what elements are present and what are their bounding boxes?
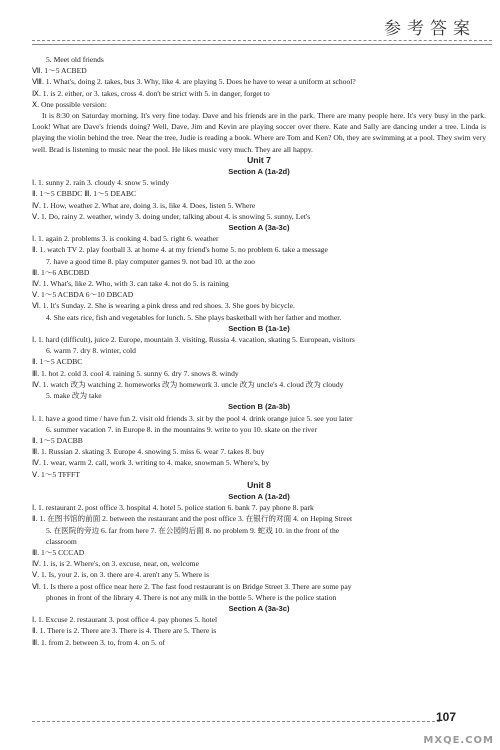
section-heading: Unit 7 — [247, 154, 271, 165]
footer-divider — [32, 721, 440, 722]
answer-line: Ⅱ. 1～5 DACBB — [32, 435, 83, 445]
answer-line: 5. Meet old friends — [46, 55, 104, 64]
page-header — [0, 0, 500, 48]
answer-line: Ⅰ. 1. hard (difficult), juice 2. Europe, mountain 3. visiting, Russia 4. vacation, skating 5. European, visitors — [32, 335, 355, 345]
header-title: 参考答案 — [384, 19, 476, 39]
page-number: 107 — [436, 710, 457, 724]
answer-line: Ⅳ. 1. is, is 2. Where's, on 3. excuse, near, on, welcome — [32, 559, 199, 569]
answer-line: Ⅹ. One possible version: — [32, 99, 107, 109]
answer-line: Ⅵ. 1. It's Sunday. 2. She is wearing a pink dress and red shoes. 3. She goes by bicycle. — [32, 301, 295, 311]
header-divider — [32, 44, 492, 45]
answer-line: Ⅱ. 1. There is 2. There are 3. There is 4. There are 5. There is — [32, 626, 217, 636]
header-divider — [32, 40, 492, 41]
answer-line: Ⅳ. 1. How, weather 2. What are, doing 3. is, like 4. Does, listen 5. Where — [32, 200, 256, 210]
answer-line: Ⅰ. 1. again 2. problems 3. is cooking 4. bad 5. right 6. weather — [32, 234, 219, 244]
answer-line: Ⅴ. 1～5 ACBDA 6～10 DBCAD — [32, 290, 134, 300]
answer-line: 4. She eats rice, fish and vegetables for lunch. 5. She plays basketball with her father and mother. — [46, 312, 342, 322]
answer-line: 5. 在医院的旁边 6. far from here 7. 在公园的后面 8. no problem 9. 蛇戏 10. in the front of the — [46, 525, 340, 535]
answer-line: Ⅲ. 1～5 CCCAD — [32, 547, 85, 557]
answer-line: Ⅲ. 1～6 ABCDBD — [32, 267, 90, 277]
answer-line: Ⅳ. 1. wear, warm 2. call, work 3. writing to 4. make, snowman 5. Where's, by — [32, 458, 270, 468]
answer-line: Ⅲ. 1. Russian 2. skating 3. Europe 4. snowing 5. miss 6. wear 7. takes 8. buy — [32, 447, 265, 457]
answer-line: Ⅲ. 1. from 2. between 3. to, from 4. on 5. of — [32, 637, 166, 647]
section-heading: Section A (1a-2d) — [228, 491, 290, 501]
section-heading: Section A (3a-3c) — [228, 603, 290, 613]
answer-line: Ⅱ. 1. 在图书馆的前面 2. between the restaurant and the post office 3. 在银行的对面 4. on Heping Street — [32, 514, 353, 524]
answer-line: Ⅴ. 1. Is, your 2. is, on 3. there are 4. aren't any 5. Where is — [32, 570, 210, 580]
answer-line: Ⅱ. 1～5 CBBDC Ⅲ. 1～5 DEABC — [32, 189, 137, 199]
answer-line: Ⅶ. 1～5 ACBED — [32, 66, 87, 76]
answer-line: 6. warm 7. dry 8. winter, cold — [46, 346, 136, 356]
answer-line: Ⅴ. 1～5 TFFFT — [32, 469, 80, 479]
answer-line: 7. have a good time 8. play computer games 9. not bad 10. at the zoo — [46, 256, 255, 266]
answer-line: Ⅳ. 1. What's, like 2. Who, with 3. can take 4. not do 5. is raining — [32, 279, 229, 289]
answer-line: Ⅸ. 1. is 2. either, or 3. takes, cross 4. don't be strict with 5. in danger, forget to — [32, 88, 270, 98]
answer-line: Ⅰ. 1. sunny 2. rain 3. cloudy 4. snow 5. windy — [32, 178, 170, 188]
answer-line: Ⅵ. 1. Is there a post office near here 2. The fast food restaurant is on Bridge Street 3. There are some pay — [32, 581, 352, 591]
section-heading: Section B (2a-3b) — [227, 402, 291, 412]
answer-line: Ⅱ. 1. watch TV 2. play football 3. at home 4. at my friend's home 5. no problem 6. take a message — [32, 245, 328, 255]
answer-key-content — [32, 54, 486, 648]
answer-line: Ⅰ. 1. restaurant 2. post office 3. hospital 4. hotel 5. police station 6. bank 7. pay phone 8. park — [32, 503, 314, 513]
section-heading: Section A (3a-3c) — [228, 223, 290, 233]
answer-line: Ⅰ. 1. have a good time / have fun 2. visit old friends 3. sit by the pool 4. drink orange juice 5. see you later — [32, 413, 353, 423]
answer-line: 6. summer vacation 7. in Europe 8. in the mountains 9. write to you 10. skate on the river — [46, 424, 317, 434]
answer-line: Ⅲ. 1. hot 2. cold 3. cool 4. raining 5. sunny 6. dry 7. snows 8. windy — [32, 368, 239, 378]
answer-line: Ⅷ. 1. What's, doing 2. takes, bus 3. Why, like 4. are playing 5. Does he have to wear a uniform at school? — [32, 77, 356, 87]
section-heading: Unit 8 — [247, 479, 271, 490]
answer-line: Ⅳ. 1. watch 改为 watching 2. homeworks 改为 homework 3. uncle 改为 uncle's 4. cloud 改为 cloudy — [32, 379, 344, 389]
watermark: MXQE.COM — [423, 735, 494, 746]
answer-line: classroom — [46, 536, 77, 546]
section-heading: Section A (1a-2d) — [228, 167, 290, 177]
section-heading: Section B (1a-1e) — [228, 323, 290, 333]
answer-line: Ⅰ. 1. Excuse 2. restaurant 3. post office 4. pay phones 5. hotel — [32, 615, 218, 625]
answer-line: Ⅱ. 1～5 ACDBC — [32, 357, 83, 367]
answer-line: It is 8:30 on Saturday morning. It's very fine today. Dave and his friends are in the park. There are many people here. It's very busy in the park. Look! What are Dave's friends doing? Well, Dave, Jim and Kevin are playing soccer over there. Kate and Sally are dancing under a tree. Linda is playing the violin behind the tree. Near the tree, Judie is reading a book. Where are Tom and Ken? Oh, they are swimming at a pool. They swim very well. Brad is listening to music near the pool. He likes music very much. They are all happy. — [32, 111, 486, 154]
answer-line: Ⅴ. 1. Do, rainy 2. weather, windy 3. doing under, talking about 4. is snowing 5. sunny, Let's — [32, 211, 311, 221]
answer-line: phones in front of the library 4. There is not any milk in the bottle 5. Where is the police station — [46, 592, 337, 602]
page-footer — [0, 710, 500, 750]
answer-line: 5. make 改为 take — [46, 391, 102, 401]
